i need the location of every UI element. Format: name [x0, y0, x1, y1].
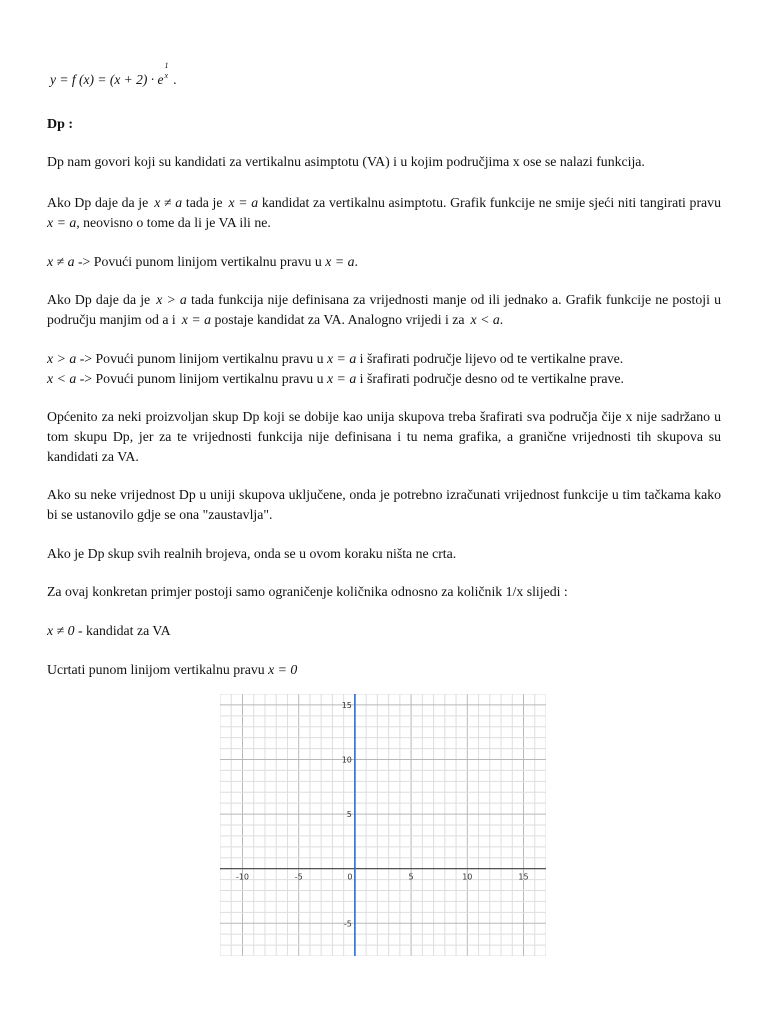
- formula-main: y = f (x) = (x + 2) · e: [50, 72, 164, 87]
- paragraph-shading-rules: [47, 349, 721, 389]
- x-tick-label: 5: [408, 872, 414, 882]
- math-x-ne-a: x ≠ a: [154, 195, 183, 210]
- paragraph-draw-line: Ucrtati punom linijom vertikalnu pravu x = 0: [47, 662, 298, 677]
- y-tick-label: 5: [346, 810, 352, 820]
- math-x-eq-0: x = 0: [268, 662, 298, 677]
- x-tick-label: 0: [347, 872, 353, 882]
- function-formula: [50, 61, 177, 88]
- exponent-denominator: x: [164, 71, 169, 80]
- paragraph-included-values: Ako su neke vrijednost Dp u uniji skupova uključene, onda je potrebno izračunati vrijednost funkcije u tim tačkama kako bi se ustanovilo gdje se ona "zaustavlja".: [47, 487, 721, 522]
- x-tick-label: -5: [294, 872, 303, 882]
- paragraph-general-union: Općenito za neki proizvoljan skup Dp koji se dobije kao unija skupova treba šrafirati sva područja čije x nije sadržano u tom skupu Dp, jer za te vrijednosti funkcija nije definisana i tu nema grafika, a granične vrijednosti tih skupova su kandidati za VA.: [47, 409, 721, 464]
- math-x-eq-a: x = a: [47, 215, 77, 230]
- y-tick-label: -5: [343, 919, 352, 929]
- x-tick-label: 10: [462, 872, 473, 882]
- math-x-ne-0: x ≠ 0: [47, 623, 75, 638]
- math-x-eq-a: x = a: [325, 254, 355, 269]
- x-tick-label: -10: [235, 872, 250, 882]
- rule-line-less: x < a -> Povući punom linijom vertikalnu pravu u x = a i šrafirati područje desno od te vertikalne prave.: [47, 371, 625, 386]
- y-tick-label: 15: [341, 700, 352, 710]
- rule-line-greater: x > a -> Povući punom linijom vertikalnu pravu u x = a i šrafirati područje lijevo od te vertikalne prave.: [47, 351, 624, 366]
- y-tick-label: 10: [341, 755, 352, 765]
- math-x-gt-a: x > a: [156, 292, 187, 307]
- paragraph-example: Za ovaj konkretan primjer postoji samo ograničenje količnika odnosno za količnik 1/x slijedi :: [47, 584, 568, 599]
- paragraph-candidate: x ≠ 0 - kandidat za VA: [47, 623, 171, 638]
- paragraph-dp-intro: Dp nam govori koji su kandidati za vertikalnu asimptotu (VA) i u kojim područjima x ose se nalazi funkcija.: [47, 154, 645, 169]
- coordinate-grid-chart: [220, 694, 546, 956]
- math-x-eq-a: x = a: [181, 312, 211, 327]
- paragraph-dp-greater: Ako Dp daje da je x > a tada funkcija nije definisana za vrijednosti manje od ili jednako a. Grafik funkcije ne postoji u području manjim od a i x = a postaje kandidat za VA. Analogno vrijedi i za x < a.: [47, 292, 721, 327]
- paragraph-dp-not-equal: Ako Dp daje da je x ≠ a tada je x = a kandidat za vertikalnu asimptotu. Grafik funkcije ne smije sjeći niti tangirati pravu x = a, neovisno o tome da li je VA ili ne.: [47, 195, 721, 230]
- x-tick-label: 15: [518, 872, 529, 882]
- exponent-numerator: 1: [164, 61, 169, 70]
- formula-end: .: [173, 72, 177, 87]
- math-x-ne-a: x ≠ a: [47, 254, 75, 269]
- paragraph-rule-ne: x ≠ a -> Povući punom linijom vertikalnu pravu u x = a.: [47, 254, 358, 269]
- section-heading: Dp :: [47, 117, 74, 132]
- paragraph-all-reals: Ako je Dp skup svih realnih brojeva, onda se u ovom koraku ništa ne crta.: [47, 546, 457, 561]
- math-x-eq-a: x = a: [228, 195, 259, 210]
- math-x-lt-a: x < a: [470, 312, 500, 327]
